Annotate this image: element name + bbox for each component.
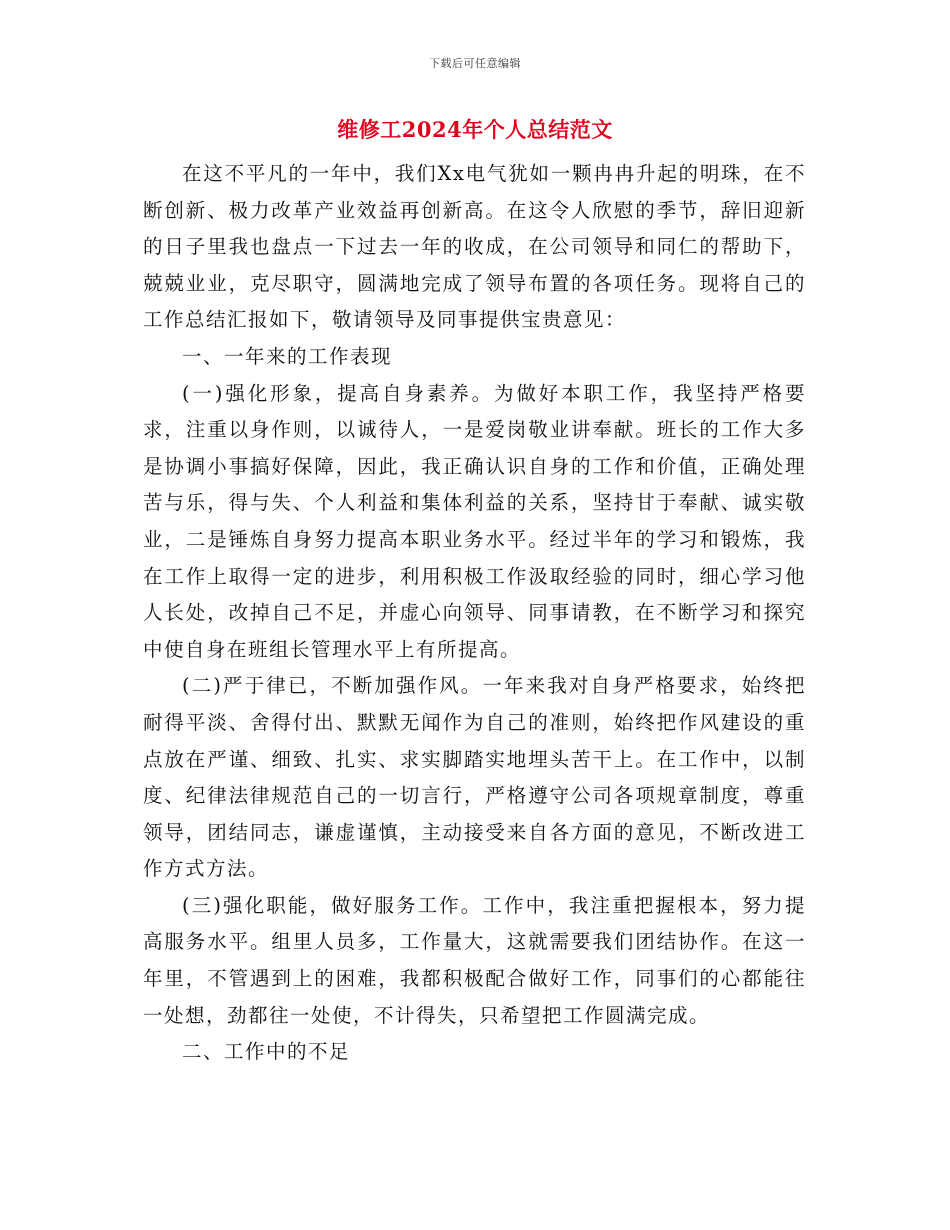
paragraph-item-2: (二)严于律已，不断加强作风。一年来我对自身严格要求，始终把耐得平淡、舍得付出、默默无闻作为自己的准则，始终把作风建设的重点放在严谨、细致、扎实、求实脚踏实地埋头苦干上。在工作中，以制度、纪律法律规范自己的一切言行，严格遵守公司各项规章制度，尊重领导，团结同志，谦虚谨慎，主动接受来自各方面的意见，不断改进工作方式方法。 — [143, 674, 806, 881]
section-heading-performance: 一、一年来的工作表现 — [182, 344, 393, 368]
paragraph-intro: 在这不平凡的一年中，我们Xx电气犹如一颗冉冉升起的明珠，在不断创新、极力改革产业效益再创新高。在这令人欣慰的季节，辞旧迎新的日子里我也盘点一下过去一年的收成，在公司领导和同仁的帮助下，兢兢业业，克尽职守，圆满地完成了领导布置的各项任务。现将自己的工作总结汇报如下，敬请领导及同事提供宝贵意见： — [143, 162, 806, 332]
document-title: 维修工2024年个人总结范文 — [337, 117, 613, 142]
section-heading-shortcomings: 二、工作中的不足 — [182, 1040, 351, 1064]
paragraph-item-1: (一)强化形象，提高自身素养。为做好本职工作，我坚持严格要求，注重以身作则，以诚待人，一是爱岗敬业讲奉献。班长的工作大多是协调小事搞好保障，因此，我正确认识自身的工作和价值，正确处理苦与乐，得与失、个人利益和集体利益的关系，坚持甘于奉献、诚实敬业，二是锤炼自身努力提高本职业务水平。经过半年的学习和锻炼，我在工作上取得一定的进步，利用积极工作汲取经验的同时，细心学习他人长处，改掉自己不足，并虚心向领导、同事请教，在不断学习和探究中使自身在班组长管理水平上有所提高。 — [143, 381, 806, 661]
document-body — [143, 156, 806, 1071]
header-note: 下载后可任意编辑 — [429, 57, 521, 70]
paragraph-item-3: (三)强化职能，做好服务工作。工作中，我注重把握根本，努力提高服务水平。组里人员多，工作量大，这就需要我们团结协作。在这一年里，不管遇到上的困难，我都积极配合做好工作，同事们的心都能往一处想，劲都往一处使，不计得失，只希望把工作圆满完成。 — [143, 893, 806, 1027]
